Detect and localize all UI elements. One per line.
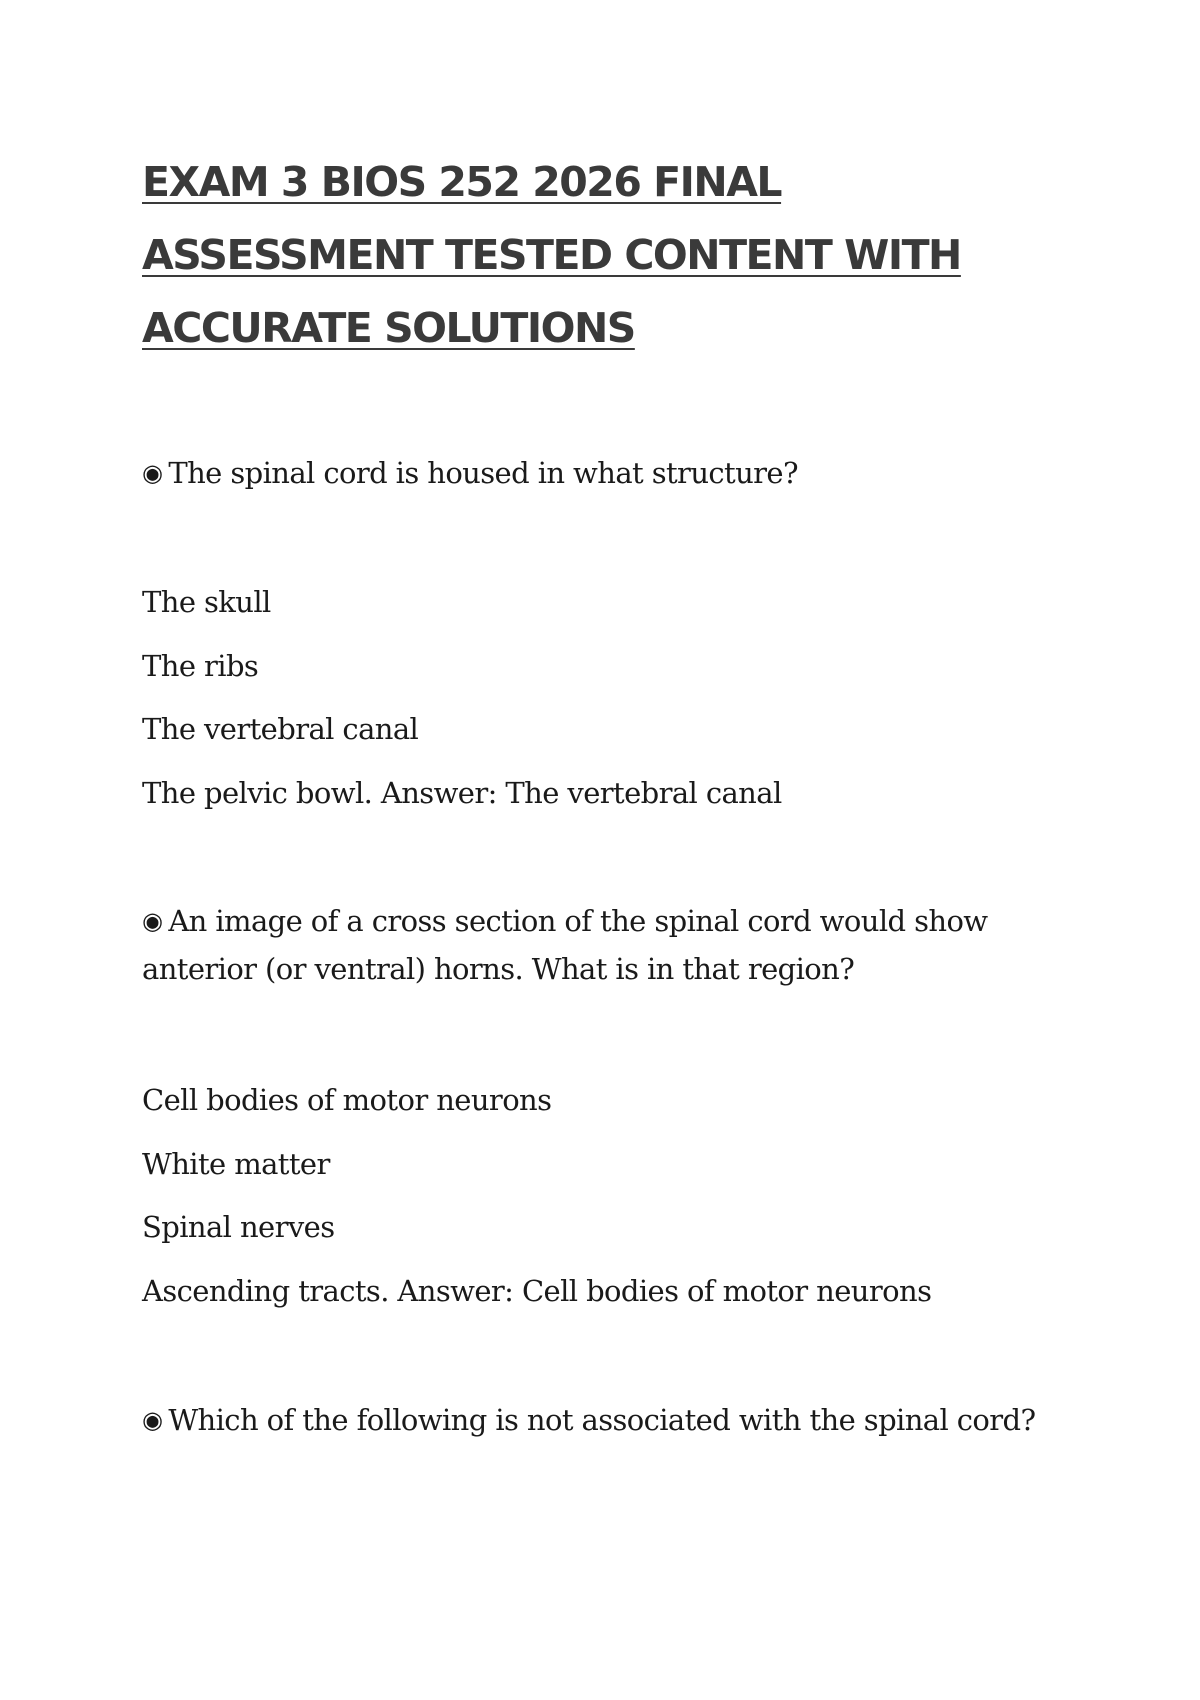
question-1-option-3: The vertebral canal	[142, 712, 419, 746]
question-3	[142, 1397, 1082, 1445]
document-title: EXAM 3 BIOS 252 2026 FINAL ASSESSMENT TESTED CONTENT WITH ACCURATE SOLUTIONS	[142, 158, 961, 352]
question-1-option-4-answer: The pelvic bowl. Answer: The vertebral canal	[142, 776, 782, 810]
question-1-text: The spinal cord is housed in what structure?	[168, 456, 798, 490]
question-3-text: Which of the following is not associated with the spinal cord?	[168, 1403, 1036, 1437]
question-2-option-2: White matter	[142, 1147, 330, 1181]
question-1-option-2: The ribs	[142, 649, 259, 683]
question-1	[142, 450, 1082, 498]
question-2-option-3: Spinal nerves	[142, 1210, 335, 1244]
question-2-option-4-answer: Ascending tracts. Answer: Cell bodies of motor neurons	[142, 1274, 932, 1308]
question-1-option-1: The skull	[142, 585, 271, 619]
radio-bullet-icon: ◉	[142, 459, 163, 487]
radio-bullet-icon: ◉	[142, 1406, 163, 1434]
radio-bullet-icon: ◉	[142, 907, 163, 935]
question-2-option-1: Cell bodies of motor neurons	[142, 1083, 552, 1117]
question-2	[142, 898, 1082, 992]
question-2-text: An image of a cross section of the spinal cord would show anterior (or ventral) horns. What is in that region?	[142, 904, 988, 986]
